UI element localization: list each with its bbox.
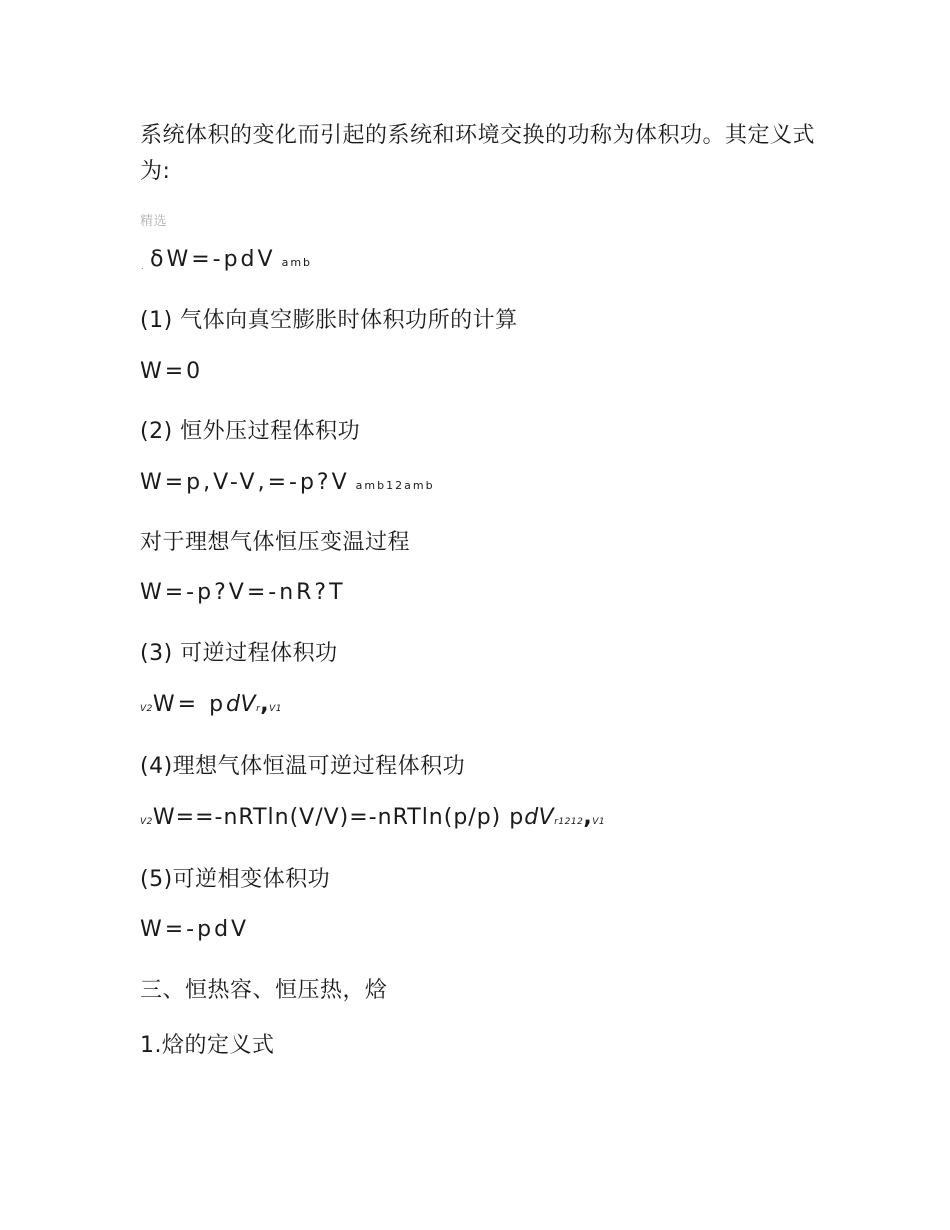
definition-formula [150,247,312,272]
item1-label: (1) 气体向真空膨胀时体积功所的计算 [140,308,518,333]
item4-pre: V2 [140,817,153,827]
item3-main: W= p [152,692,227,717]
item4-comma: , [583,805,593,830]
item5-label: (5)可逆相变体积功 [140,867,331,892]
ideal-isobaric-label: 对于理想气体恒压变温过程 [140,530,411,555]
item3-formula [140,692,282,717]
definition-formula-sub: amb [281,256,313,269]
item4-label: (4)理想气体恒温可逆过程体积功 [140,754,466,779]
item2-formula-main: W=p,V-V,=-p?V [140,470,350,495]
item4-formula [140,805,605,830]
item4-main: W==-nRTln(V/V)=-nRTln(p/p) p [152,805,525,830]
intro-paragraph: 系统体积的变化而引起的系统和环境交换的功称为体积功。其定义式为: [140,123,816,184]
enthalpy-definition-heading: 1.焓的定义式 [140,1033,275,1058]
item2-formula-sub: amb12amb [355,479,435,492]
item1-formula: W=0 [140,359,204,384]
item3-label: (3) 可逆过程体积功 [140,641,338,666]
item3-comma: , [260,692,270,717]
item3-post: V1 [269,704,283,714]
ideal-isobaric-formula: W=-p?V=-nR?T [140,580,346,605]
item3-dv: dV [226,692,257,717]
item5-formula: W=-pdV [140,917,250,942]
item4-dv: dV [524,805,555,830]
item4-r: r1212 [554,817,584,827]
item2-formula [140,470,435,495]
item3-pre: V2 [140,704,153,714]
item3-r: r [256,704,261,714]
bullet-dot: . [141,262,144,271]
item2-label: (2) 恒外压过程体积功 [140,419,361,444]
watermark-label: 精选 [140,214,168,229]
item4-post: V1 [592,817,606,827]
definition-formula-main: δW=-pdV [150,247,276,272]
section-heading: 三、恒热容、恒压热，焓 [140,978,388,1003]
